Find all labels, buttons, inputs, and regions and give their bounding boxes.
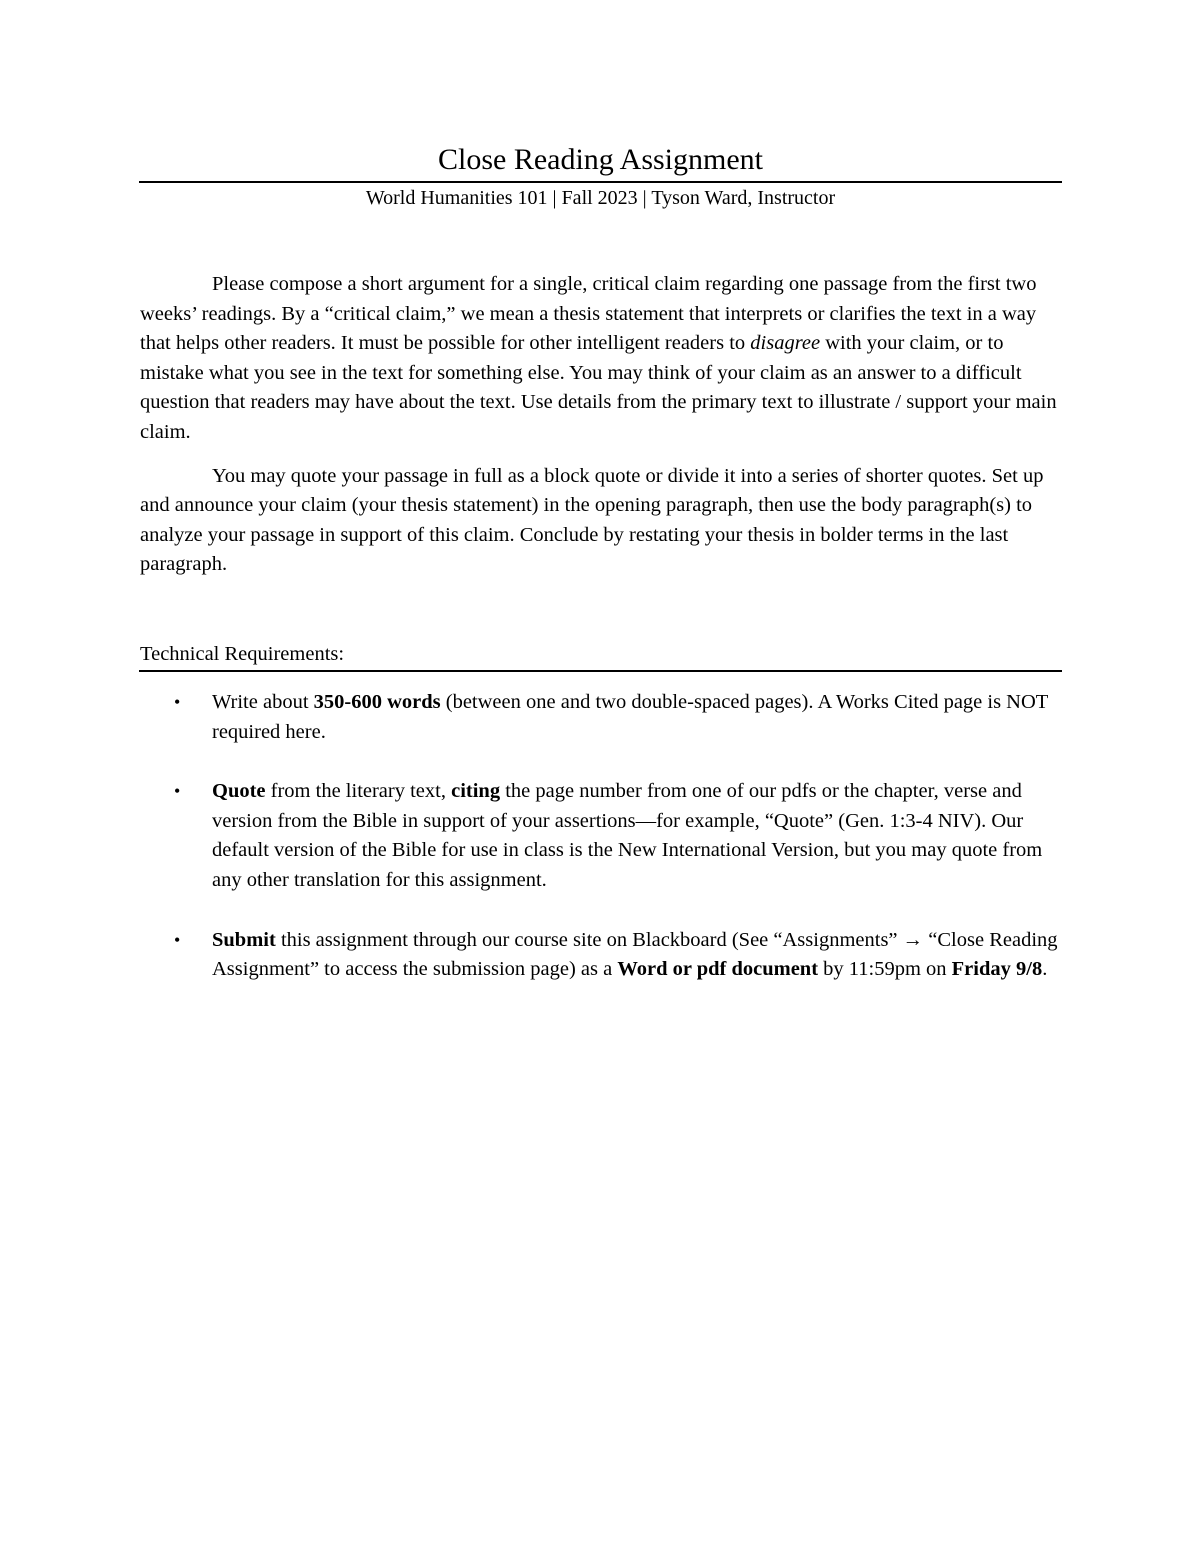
requirements-list [140,688,1065,1015]
requirement-text: (between one and two double-spaced pages). A Works Cited page is NOT required here. [212,691,1048,743]
bullet-icon: • [174,692,181,712]
requirement-item-quote [140,777,1065,895]
instructions-body [140,270,1065,594]
requirement-text: the page number from one of our pdfs or the chapter, verse and version from the Bible in support of your assertions—for example, “Quote” (Gen. 1:3-4 NIV). Our default version of the Bible for use in class is the New International Version, but you may quote from any other translation for this assignment. [212,780,1043,891]
bullet-icon: • [174,929,181,950]
paragraph-1-text-a: Please compose a short argument for a single, critical claim regarding one passage from the first two weeks’ readings. By a “critical claim,” we mean a thesis statement that interprets or clarifies the text in a way that helps other readers. It must be possible for other intelligent readers to [140,273,1037,355]
paragraph-1-emphasis: disagree [750,332,821,355]
instructions-paragraph-2: You may quote your passage in full as a block quote or divide it into a series of shorter quotes. Set up and announce your claim (your thesis statement) in the opening paragraph, then use the body paragraph(s) to analyze your passage in support of this claim. Conclude by restating your thesis in bolder terms in the last paragraph. [140,464,1044,576]
requirement-emphasis: 350-600 words [313,691,441,713]
requirement-emphasis: citing [451,780,501,803]
bullet-icon: • [174,781,181,802]
requirement-emphasis: Word or pdf document [617,958,819,981]
technical-requirements-heading: Technical Requirements: [140,643,345,665]
requirement-text: Write about [212,691,314,713]
paragraph-1-text-b: with your claim, or to mistake what you see in the text for something else. You may think of your claim as an answer to a difficult question that readers may have about the text. Use details from the primary text to illustrate / support your main claim. [140,332,1057,443]
document-title: Close Reading Assignment [438,143,763,176]
title-rule [139,181,1062,183]
requirement-emphasis: Friday 9/8 [951,958,1043,981]
requirement-item-submit [140,926,1065,985]
requirement-emphasis: Submit [212,928,276,951]
instructions-paragraph-1 [140,270,1065,448]
requirement-item-word-count [140,688,1065,747]
requirement-text: from the literary text, [265,780,452,803]
requirement-emphasis: Quote [212,780,266,803]
section-rule [139,670,1062,672]
course-info-subtitle: World Humanities 101 | Fall 2023 | Tyson Ward, Instructor [365,187,836,209]
requirement-text: . [1042,958,1048,981]
requirement-text: this assignment through our course site on Blackboard (See “Assignments” → “Close Reading Assignment” to access the submission page) as a [212,928,1058,981]
requirement-text: by 11:59pm on [818,958,952,981]
